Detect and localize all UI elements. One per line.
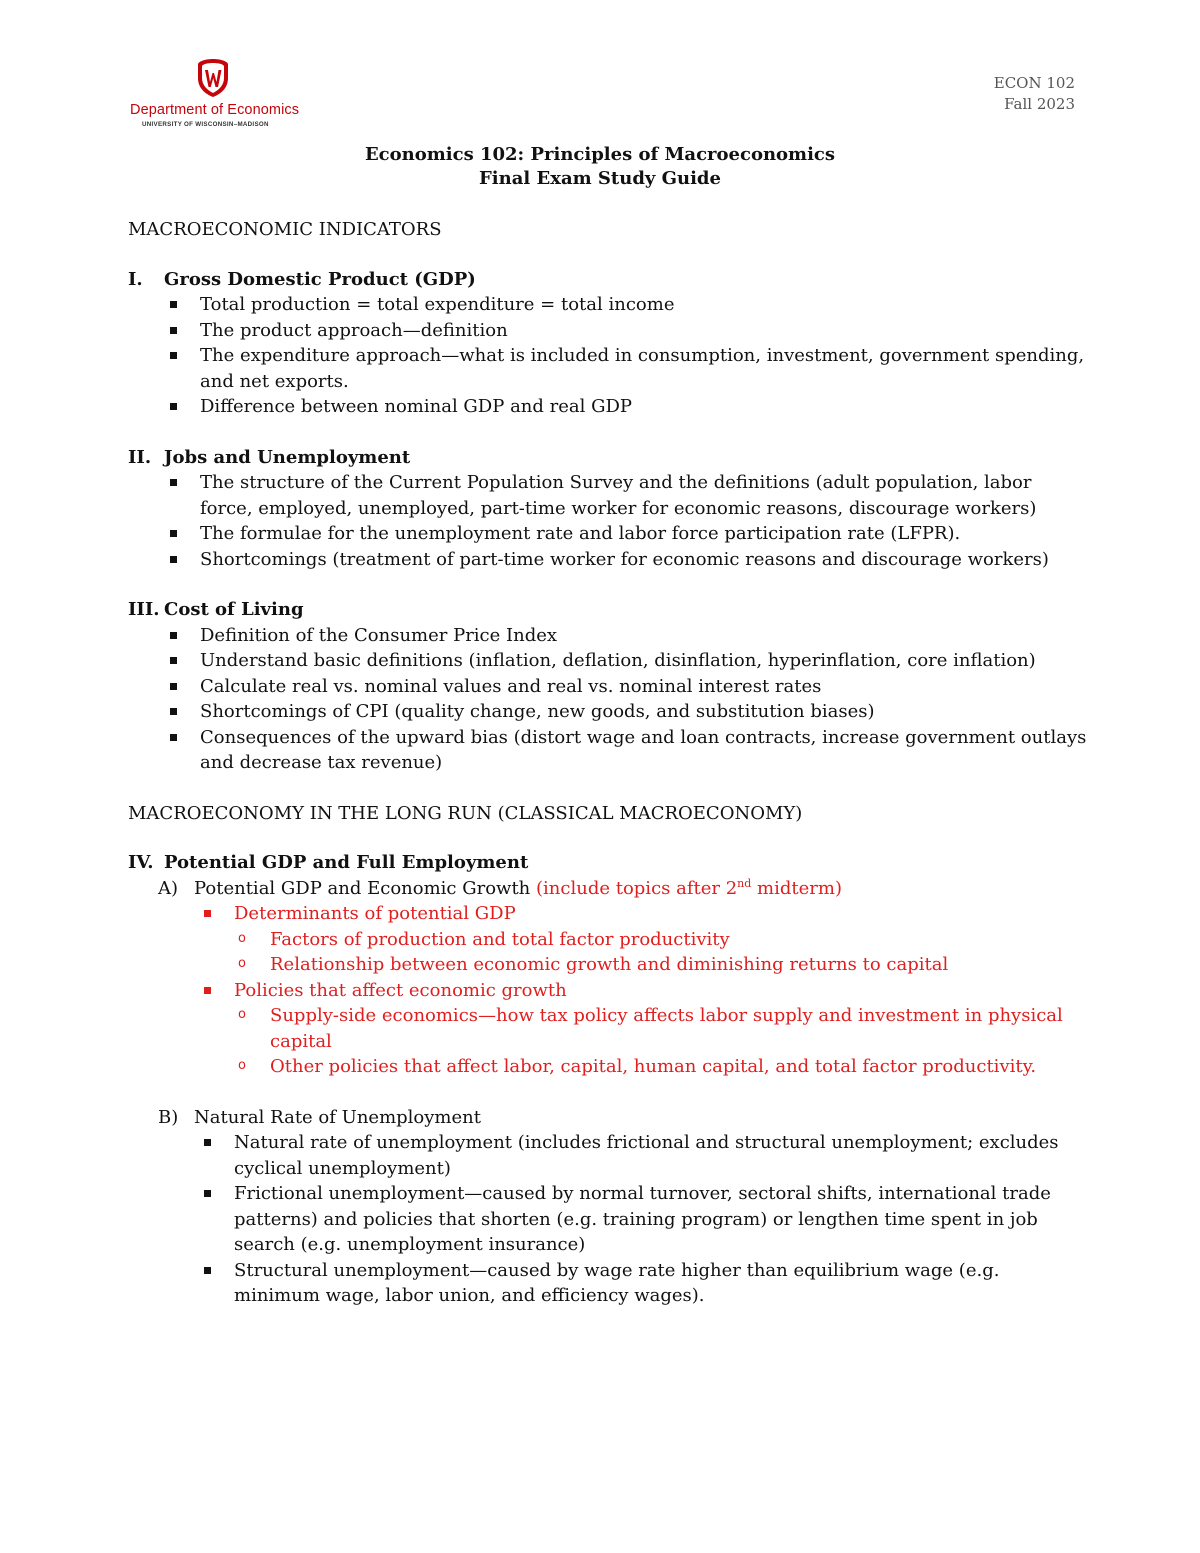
section-number: II. xyxy=(128,446,152,468)
section-title xyxy=(128,267,1088,293)
section-potential-gdp xyxy=(128,850,1088,1309)
list-item xyxy=(234,978,1088,1080)
list-item-text: Policies that affect economic growth xyxy=(234,979,567,1001)
subsection-title-text: Natural Rate of Unemployment xyxy=(194,1106,481,1128)
list-item: Shortcomings (treatment of part-time worker for economic reasons and discourage workers) xyxy=(200,547,1088,573)
section-title-text: Jobs and Unemployment xyxy=(164,446,411,468)
sub-list xyxy=(234,927,1088,978)
subsection-title xyxy=(128,1105,1088,1131)
sub-list-item: o Supply-side economics—how tax policy affects labor supply and investment in physical capital xyxy=(270,1003,1088,1054)
section-title xyxy=(128,597,1088,623)
list-item: Definition of the Consumer Price Index xyxy=(200,623,1088,649)
list-item: The product approach—definition xyxy=(200,318,1088,344)
list-item: Understand basic definitions (inflation, deflation, disinflation, hyperinflation, core inflation) xyxy=(200,648,1088,674)
bullet-list xyxy=(128,623,1088,776)
subsection-title-text: Potential GDP and Economic Growth xyxy=(194,877,531,899)
list-item: Shortcomings of CPI (quality change, new goods, and substitution biases) xyxy=(200,699,1088,725)
section-heading-long-run: MACROECONOMY IN THE LONG RUN (CLASSICAL MACROECONOMY) xyxy=(128,802,803,824)
list-item: Consequences of the upward bias (distort wage and loan contracts, increase government outlays and decrease tax revenue) xyxy=(200,725,1088,776)
section-title-text: Gross Domestic Product (GDP) xyxy=(164,268,476,290)
section-cost-of-living xyxy=(128,597,1088,776)
midterm-note-ordinal: nd xyxy=(737,876,752,890)
logo-department-name: Department of Economics xyxy=(130,102,300,118)
list-item: The structure of the Current Population Survey and the definitions (adult population, labor force, employed, unemployed, part-time worker for economic reasons, discourage workers) xyxy=(200,470,1088,521)
sub-list xyxy=(234,1003,1088,1080)
section-number: III. xyxy=(128,599,160,620)
course-info xyxy=(994,73,1075,115)
bullet-list xyxy=(128,470,1088,572)
list-item: Frictional unemployment—caused by normal turnover, sectoral shifts, international trade patterns) and policies that shorten (e.g. training program) or lengthen time spent in job search (e.g. unemployment insurance) xyxy=(234,1181,1088,1258)
list-item: Natural rate of unemployment (includes frictional and structural unemployment; excludes cyclical unemployment) xyxy=(234,1130,1088,1181)
study-guide-content xyxy=(128,217,1088,1309)
document-title xyxy=(0,143,1200,191)
list-item xyxy=(234,901,1088,978)
list-item: Difference between nominal GDP and real GDP xyxy=(200,394,1088,420)
list-item: Calculate real vs. nominal values and real vs. nominal interest rates xyxy=(200,674,1088,700)
title-line-1: Economics 102: Principles of Macroeconomics xyxy=(364,144,836,165)
sub-list-item: o Relationship between economic growth and diminishing returns to capital xyxy=(270,952,1088,978)
midterm-note-text: (include topics after 2 xyxy=(536,877,738,899)
subsection-label: B) xyxy=(158,1106,179,1128)
subsection-title xyxy=(128,876,1088,902)
sub-list-item: o Factors of production and total factor productivity xyxy=(270,927,1088,953)
section-title-text: Potential GDP and Full Employment xyxy=(164,852,529,873)
midterm-note xyxy=(536,878,842,899)
sub-list-item: o Other policies that affect labor, capital, human capital, and total factor productivity. xyxy=(270,1054,1088,1080)
list-item: Structural unemployment—caused by wage rate higher than equilibrium wage (e.g. minimum wage, labor union, and efficiency wages). xyxy=(234,1258,1088,1309)
uw-crest-icon xyxy=(196,58,230,98)
section-heading-indicators: MACROECONOMIC INDICATORS xyxy=(128,219,442,240)
list-item: Total production = total expenditure = total income xyxy=(200,292,1088,318)
logo-university-name: UNIVERSITY OF WISCONSIN–MADISON xyxy=(142,121,269,128)
list-item-text: Determinants of potential GDP xyxy=(234,903,516,924)
department-logo xyxy=(128,58,308,134)
midterm-note-end: midterm) xyxy=(751,877,842,899)
bullet-list xyxy=(128,292,1088,420)
section-gdp xyxy=(128,267,1088,420)
section-title-text: Cost of Living xyxy=(164,599,304,620)
bullet-list-red xyxy=(128,901,1088,1080)
course-term: Fall 2023 xyxy=(1004,95,1075,113)
subsection-label: A) xyxy=(158,877,179,899)
title-line-2: Final Exam Study Guide xyxy=(479,168,721,189)
section-jobs xyxy=(128,445,1088,573)
list-item: The expenditure approach—what is included in consumption, investment, government spending, and net exports. xyxy=(200,343,1088,394)
list-item: The formulae for the unemployment rate and labor force participation rate (LFPR). xyxy=(200,521,1088,547)
section-title xyxy=(128,445,1088,471)
section-number: I. xyxy=(128,268,143,290)
bullet-list xyxy=(128,1130,1088,1309)
section-number: IV. xyxy=(128,852,154,873)
course-code: ECON 102 xyxy=(993,74,1075,92)
section-title xyxy=(128,850,1088,876)
